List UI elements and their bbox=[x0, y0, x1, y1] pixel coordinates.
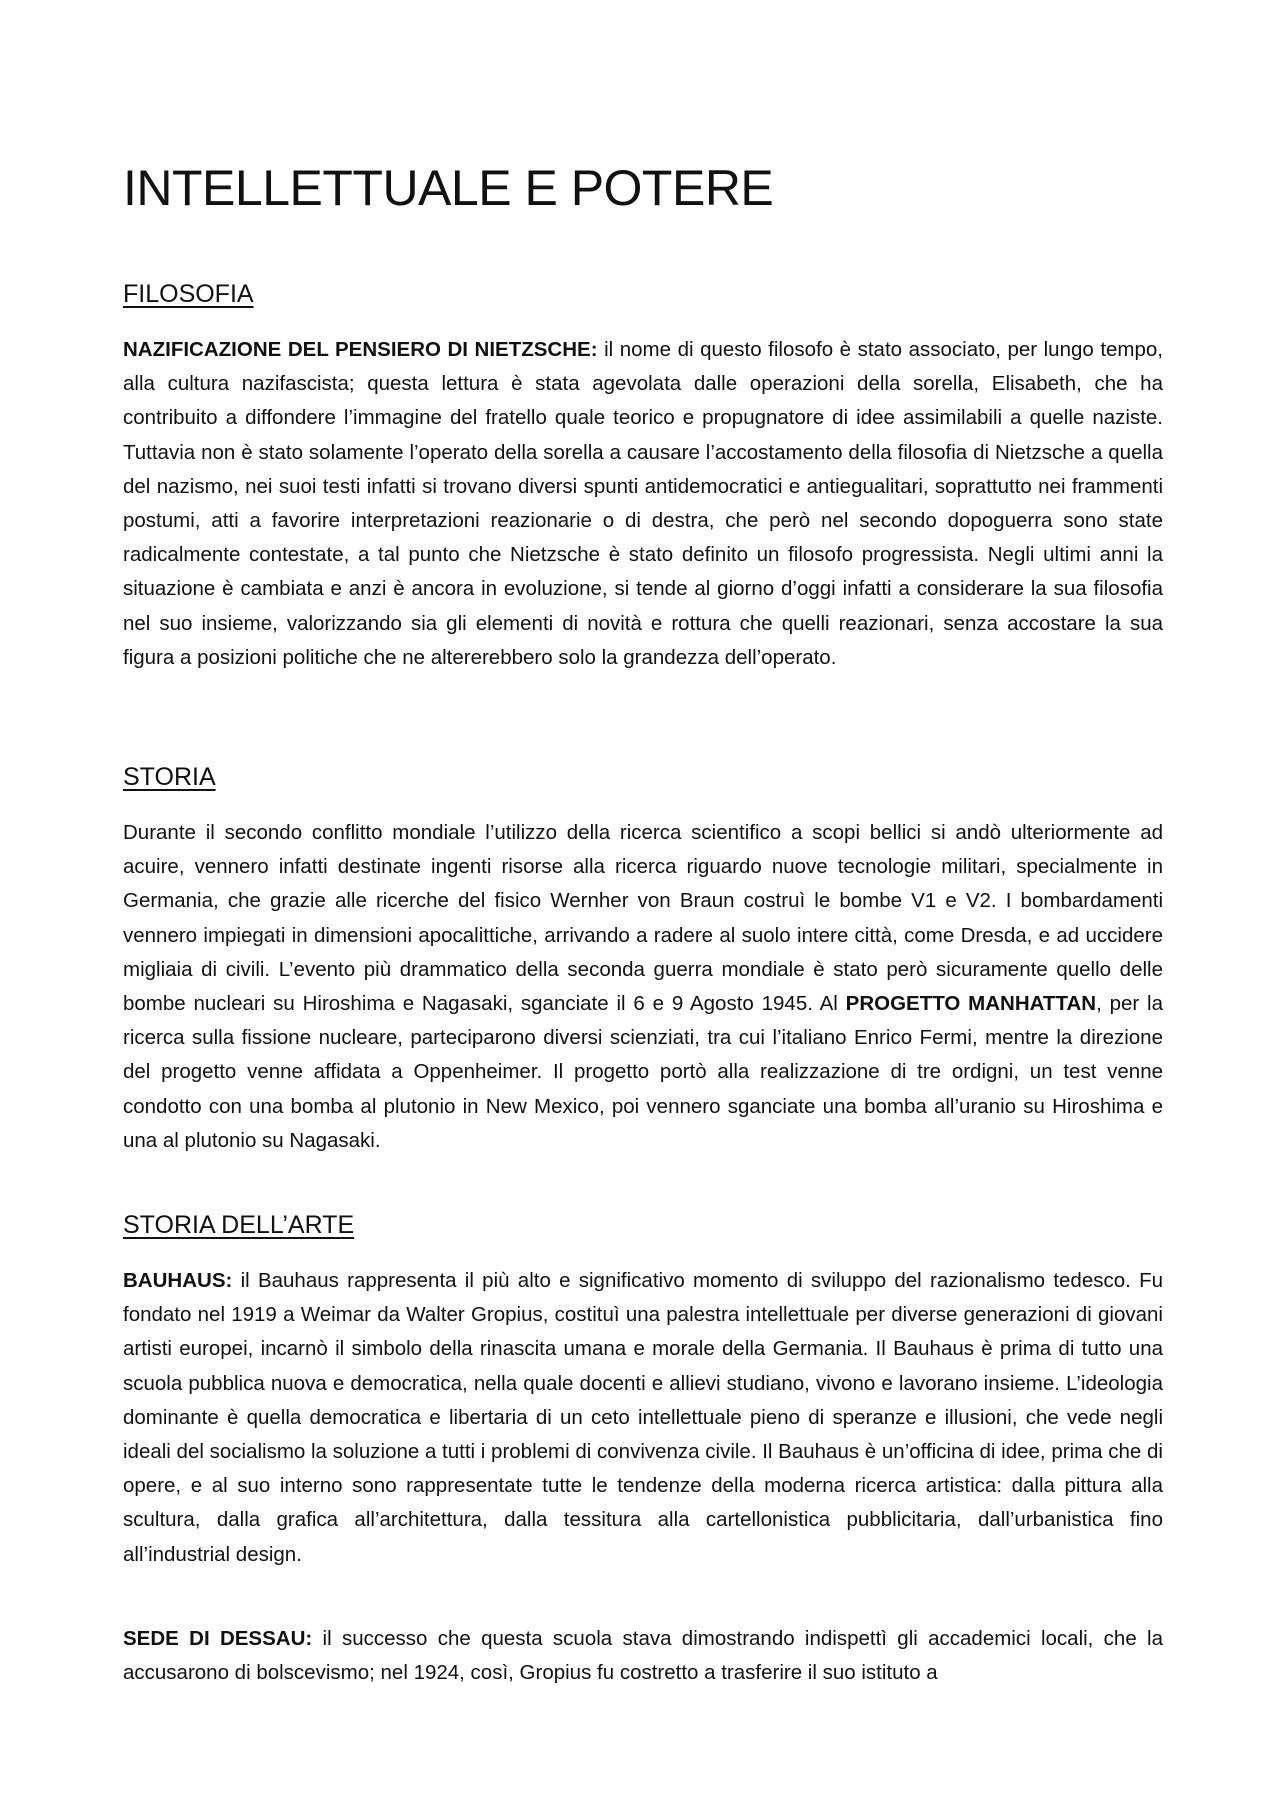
paragraph-text: , per la ricerca sulla fissione nucleare, parteciparono diversi scienziati, tra cui l’italiano Enrico Fermi, mentre la direzione del progetto venne affidata a Oppenheimer. Il progetto portò alla realizzazione di tre ordigni, un test venne condotto con una bomba al plutonio in New Mexico, poi vennero sganciate una bomba all’uranio su Hiroshima e una al plutonio su Nagasaki. bbox=[123, 992, 1164, 1152]
document-title: INTELLETTUALE E POTERE bbox=[123, 160, 774, 216]
paragraph-lead: SEDE DI DESSAU: bbox=[123, 1627, 313, 1650]
paragraph-text: il Bauhaus rappresenta il più alto e significativo momento di sviluppo del razionalismo tedesco. Fu fondato nel 1919 a Weimar da Walter Gropius, costituì una palestra intellettuale per diverse generazioni di giovani artisti europei, incarnò il simbolo della rinascita umana e morale della Germania. Il Bauhaus è prima di tutto una scuola pubblica nuova e democratica, nella quale docenti e allievi studiano, vivono e lavorano insieme. L’ideologia dominante è quella democratica e libertaria di un ceto intellettuale pieno di speranze e illusioni, che vede negli ideali del socialismo la soluzione a tutti i problemi di convivenza civile. Il Bauhaus è un’officina di idee, prima che di opere, e al suo interno sono rappresentate tutte le tendenze della moderna ricerca artistica: dalla pittura alla scultura, dalla grafica all’architettura, dalla tessitura alla cartellonistica pubblicitaria, dall’urbanistica fino all’industrial design. bbox=[123, 1269, 1163, 1566]
paragraph-bauhaus bbox=[123, 1264, 1163, 1572]
paragraph-bold-term: PROGETTO MANHATTAN bbox=[845, 992, 1097, 1016]
section-heading-storia-arte: STORIA DELL’ARTE bbox=[123, 1211, 355, 1239]
paragraph-lead: NAZIFICAZIONE DEL PENSIERO DI NIETZSCHE: bbox=[123, 338, 598, 361]
paragraph-dessau bbox=[123, 1622, 1163, 1690]
paragraph-nietzsche bbox=[123, 333, 1163, 675]
paragraph-lead: BAUHAUS: bbox=[123, 1269, 233, 1292]
section-heading-storia: STORIA bbox=[123, 763, 216, 791]
paragraph-text: il successo che questa scuola stava dimostrando indispettì gli accademici locali, che la accusarono di bolscevismo; nel 1924, così, Gropius fu costretto a trasferire il suo istituto a bbox=[123, 1627, 1163, 1685]
paragraph-storia bbox=[123, 816, 1163, 1158]
section-heading-filosofia: FILOSOFIA bbox=[123, 280, 254, 308]
paragraph-text: Durante il secondo conflitto mondiale l’utilizzo della ricerca scientifico a scopi bellici si andò ulteriormente ad acuire, vennero infatti destinate ingenti risorse alla ricerca riguardo nuove tecnologie militari, specialmente in Germania, che grazie alle ricerche del fisico Wernher von Braun costruì le bombe V1 e V2. I bombardamenti vennero impiegati in dimensioni apocalittiche, arrivando a radere al suolo intere città, come Dresda, e ad uccidere migliaia di civili. L’evento più drammatico della seconda guerra mondiale è stato però sicuramente quello delle bombe nucleari su Hiroshima e Nagasaki, sganciate il 6 e 9 Agosto 1945. Al bbox=[123, 821, 1163, 1016]
paragraph-text: il nome di questo filosofo è stato associato, per lungo tempo, alla cultura nazifascista; questa lettura è stata agevolata dalle operazioni della sorella, Elisabeth, che ha contribuito a diffondere l’immagine del fratello quale teorico e propugnatore di idee assimilabili a quelle naziste. Tuttavia non è stato solamente l’operato della sorella a causare l’accostamento della filosofia di Nietzsche a quella del nazismo, nei suoi testi infatti si trovano diversi spunti antidemocratici e antiegualitari, soprattutto nei frammenti postumi, atti a favorire interpretazioni reazionarie o di destra, che però nel secondo dopoguerra sono state radicalmente contestate, a tal punto che Nietzsche è stato definito un filosofo progressista. Negli ultimi anni la situazione è cambiata e anzi è ancora in evoluzione, si tende al giorno d’oggi infatti a considerare la sua filosofia nel suo insieme, valorizzando sia gli elementi di novità e rottura che quelli reazionari, senza accostare la sua figura a posizioni politiche che ne altererebbero solo la grandezza dell’operato. bbox=[123, 338, 1163, 669]
